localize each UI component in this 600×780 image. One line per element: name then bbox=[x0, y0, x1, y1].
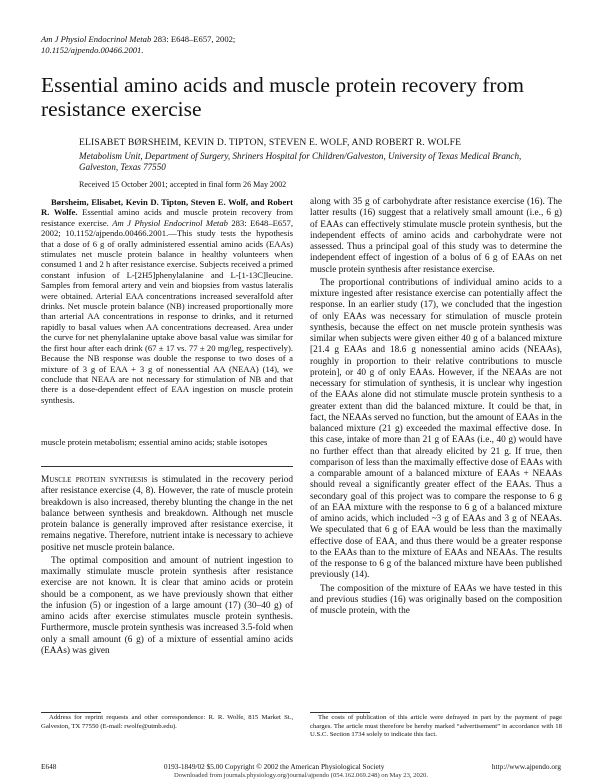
right-paragraph-2: The proportional contributions of individual amino acids to a mixture ingested after resistance exercise can potentially affect the response. In an earlier study (17), we concluded that the ingestion of only EAAs was necessary for stimulation of muscle protein synthesis, because the effect on net muscle protein synthesis was similar when subjects were given either 40 g of a balanced mixture [21.4 g EAAs and 18.6 g nonessential amino acids (NEAAs), roughly in proportion to their relative contributions to muscle protein], or 40 g of only EAAs. However, if the NEAAs are not necessary for stimulation of synthesis, it is unclear why ingestion of the EAAs alone did not stimulate muscle protein synthesis to a greater extent than did the balanced mixture. It could be that, in fact, the NEAAs served no function, but the amount of EAAs in the balanced mixture (21 g) exceeded the maximal effective dose. In this case, intake of more than 21 g of EAAs (i.e., 40 g) would have no further effect than that already elicited by 21 g. If true, then comparison of less than the maximally effective dose of EAAs with a comparable amount of a balanced mixture of EAAs + NEAAs should reveal a significantly greater effect of the EAAs. Thus a secondary goal of this project was to compare the response to 6 g of an EAA mixture with the response to 6 g of a balanced mixture of amino acids, which included ~3 g of EAAs and 3 g of NEAAs. We speculated that 6 g of EAA would be less than the maximally effective dose of EAA, and thus there would be a greater response to the EAAs than to the mixture of EAAs and NEAAs. The results of the response to 6 g of the balanced mixture have been published previously (14). bbox=[310, 277, 562, 581]
intro-paragraph-2: The optimal composition and amount of nutrient ingestion to maximally stimulate muscle protein synthesis after resistance exercise are not known. It is clear that amino acids or protein should be a component, as we have previously shown that either the infusion (5) or ingestion of a large amount (17) (30–40 g) of amino acids after exercise stimulates muscle protein synthesis. Furthermore, muscle protein synthesis was increased 3.5-fold when only a small amount (6 g) of a mixture of essential amino acids (EAAs) was given bbox=[41, 555, 293, 656]
footnote-rule-right bbox=[310, 712, 370, 713]
footnote-correspondence-text: Address for reprint requests and other correspondence: R. R. Wolfe, 815 Market St., Galveston, TX 77550 (E-mail: rwolfe@utmb.edu). bbox=[41, 714, 293, 730]
footnote-correspondence bbox=[41, 714, 293, 731]
right-paragraph-3: The composition of the mixture of EAAs we have tested in this and previous studies (16) was originally based on the composition of muscle protein, with the bbox=[310, 583, 562, 616]
intro-lead: Muscle protein synthesis bbox=[41, 475, 148, 485]
keywords: muscle protein metabolism; essential amino acids; stable isotopes bbox=[41, 437, 268, 447]
journal-name: Am J Physiol Endocrinol Metab bbox=[41, 34, 152, 44]
journal-citation: 283: E648–E657, 2002; bbox=[153, 34, 236, 44]
footnote-rule-left bbox=[41, 712, 101, 713]
page-number: E648 bbox=[41, 762, 57, 771]
footnote-costs-text: The costs of publication of this article were defrayed in part by the payment of page charges. The article must therefore be hereby marked “advertisement” in accordance with 18 U.S.C. Section 1734 solely to indicate this fact. bbox=[310, 714, 562, 739]
abstract-journal: Am J Physiol Endocrinol Metab bbox=[112, 217, 228, 228]
abstract-text: —This study tests the hypothesis that a dose of 6 g of orally administered essential amino acids (EAAs) stimulates net muscle protein balance in healthy volunteers when consumed 1 and 2 h after resistance exercise. Subjects received a primed constant infusion of L-[2H5]phenylalanine and L-[1-13C]leucine. Samples from femoral artery and vein and biopsies from vastus lateralis were obtained. Arterial EAA concentrations increased severalfold after drinks. Net muscle protein balance (NB) increased proportionally more than arterial AA concentrations in response to drinks, and it returned rapidly to basal values when AA concentrations decreased. Area under the curve for net phenylalanine uptake above basal value was similar for the first hour after each drink (67 ± 17 vs. 77 ± 20 mg/leg, respectively). Because the NB response was double the response to two doses of a mixture of 3 g of EAA + 3 g of nonessential AA (NEAA) (14), we conclude that NEAA are not necessary for stimulation of NB and that there is a dose-dependent effect of EAA ingestion on muscle protein synthesis. bbox=[41, 228, 293, 405]
author-list: ELISABET BØRSHEIM, KEVIN D. TIPTON, STEVEN E. WOLF, AND ROBERT R. WOLFE bbox=[79, 137, 462, 148]
abstract bbox=[41, 197, 293, 405]
journal-url[interactable]: http://www.ajpendo.org bbox=[491, 762, 561, 771]
affiliation: Metabolism Unit, Department of Surgery, Shriners Hospital for Children/Galveston, University of Texas Medical Branch, Galveston, Texas 77550 bbox=[79, 151, 522, 173]
right-paragraph-1: along with 35 g of carbohydrate after resistance exercise (16). The latter results (16) suggest that a relatively small amount (i.e., 6 g) of EAAs can effectively stimulate muscle protein synthesis, but the independent effects of amino acids and carbohydrate were not assessed. Thus a principal goal of this study was to determine the independent effect of ingestion of a bolus of 6 g of EAAs on net muscle protein synthesis after resistance exercise. bbox=[310, 197, 562, 275]
abstract-lead: Essential amino acids and muscle protein recovery from resistance exercise. bbox=[41, 207, 293, 228]
issn-copyright: 0193-1849/02 $5.00 Copyright © 2002 the American Physiological Society bbox=[163, 762, 385, 771]
footnote-costs bbox=[310, 714, 562, 740]
received-dates: Received 15 October 2001; accepted in final form 26 May 2002 bbox=[79, 180, 287, 189]
abstract-authors: Børsheim, Elisabet, Kevin D. Tipton, Steven E. Wolf, and Robert R. Wolfe. bbox=[41, 197, 293, 218]
body-column-left bbox=[41, 475, 293, 657]
intro-paragraph-1: is stimulated in the recovery period after resistance exercise (4, 8). However, the rate of muscle protein breakdown is also increased, thereby blunting the change in the net balance between synthesis and breakdown. Although net muscle protein balance is generally improved after resistance exercise, it remains negative. Therefore, nutrient intake is necessary to achieve positive net muscle protein balance. bbox=[41, 475, 293, 553]
body-column-right bbox=[310, 197, 562, 617]
page-footer bbox=[41, 762, 561, 771]
journal-header bbox=[41, 34, 235, 56]
article-title: Essential amino acids and muscle protein recovery from resistance exercise bbox=[41, 73, 524, 121]
journal-doi: 10.1152/ajpendo.00466.2001. bbox=[41, 45, 144, 55]
download-notice: Downloaded from journals.physiology.org/journal/ajpendo (054.162.069.248) on May 23, 2020. bbox=[173, 772, 428, 779]
abstract-citation: 283: E648–E657, 2002; 10.1152/ajpendo.00466.2001. bbox=[41, 217, 293, 239]
section-divider bbox=[41, 466, 293, 467]
